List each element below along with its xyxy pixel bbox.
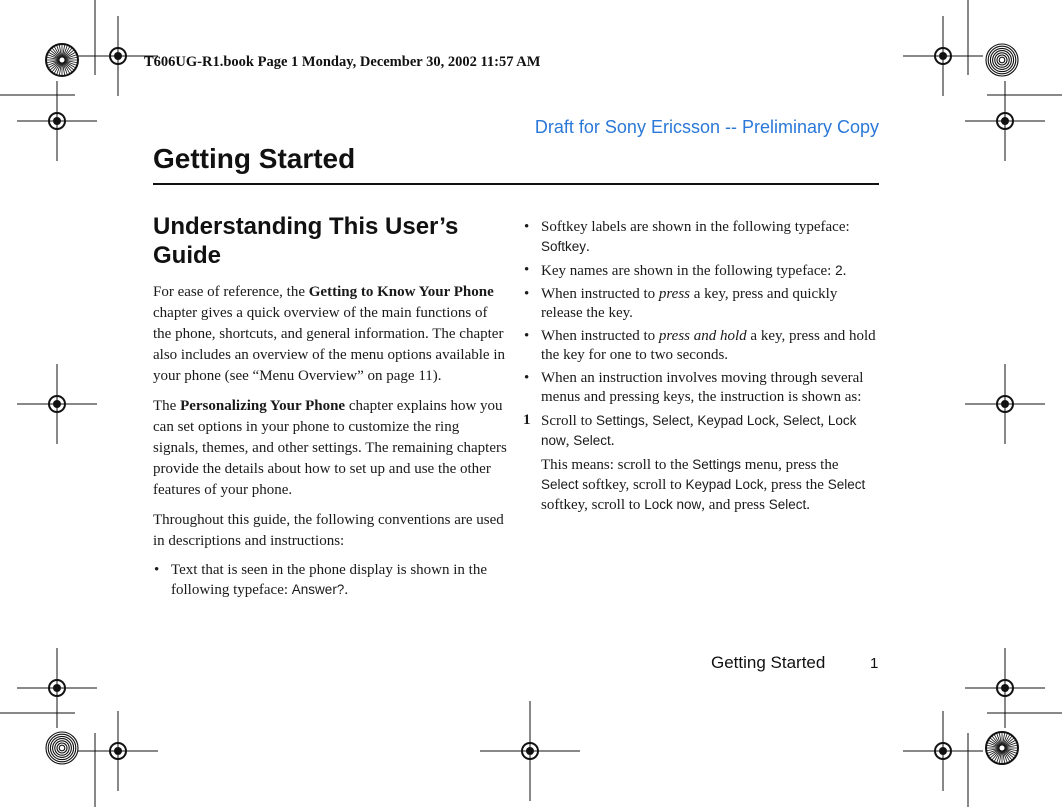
title-rule xyxy=(153,183,879,185)
bullet-press xyxy=(523,285,879,323)
registration-target xyxy=(78,711,158,791)
bullet-dot: • xyxy=(524,328,530,344)
softkey-sample: Select xyxy=(782,413,821,428)
punctuation: . xyxy=(344,582,349,598)
registration-target xyxy=(17,648,97,728)
bullet-text: Softkey labels are shown in the following typeface: xyxy=(541,219,850,235)
punctuation: . xyxy=(842,263,847,279)
softkey-sample: Select xyxy=(652,413,690,428)
print-stamp: T606UG-R1.book Page 1 Monday, December 30, 2002 11:57 AM xyxy=(144,54,541,70)
right-column xyxy=(523,218,879,519)
registration-target xyxy=(903,711,983,791)
bullet-text: When instructed to xyxy=(541,286,659,302)
keyname-sample: 2 xyxy=(835,263,843,278)
left-column xyxy=(153,212,507,604)
chapter-reference: Personalizing Your Phone xyxy=(180,398,346,414)
step-text: Scroll to xyxy=(541,413,596,429)
softkey-sample: Softkey xyxy=(541,239,587,254)
para-text: chapter explains how you can set options in your phone to customize the ring signals, themes, and other settings. The remaining chapters provide the details about how to set up and use the other features of your phone. xyxy=(153,398,507,498)
bullet-dot: • xyxy=(524,286,530,302)
page-number: 1 xyxy=(870,655,879,672)
right-bullet-list xyxy=(523,218,879,407)
step-number: 1 xyxy=(523,412,531,428)
example-step xyxy=(523,411,879,451)
punctuation: , xyxy=(775,413,783,429)
registration-target xyxy=(480,701,580,801)
explain-text: menu, press the xyxy=(741,457,839,473)
section-heading: Understanding This User’s Guide xyxy=(153,213,459,269)
left-bullet-list xyxy=(153,561,507,600)
punctuation: . xyxy=(610,433,615,449)
explain-text: , and press xyxy=(701,497,769,513)
explain-text: , press the xyxy=(763,477,828,493)
bullet-softkey-typeface xyxy=(523,218,879,257)
display-text-sample: Answer? xyxy=(291,582,345,597)
starburst-target xyxy=(986,732,1018,764)
bullet-menus xyxy=(523,369,879,407)
step-explanation xyxy=(523,455,879,515)
bullet-dot: • xyxy=(524,370,530,386)
footer-chapter-title: Getting Started xyxy=(711,653,826,672)
registration-target xyxy=(965,364,1045,444)
punctuation: . xyxy=(806,497,811,513)
starburst-target xyxy=(46,44,78,76)
bullet-text: When instructed to xyxy=(541,328,659,344)
menu-item-sample: Keypad Lock xyxy=(685,477,764,492)
punctuation: , xyxy=(820,413,828,429)
punctuation: , xyxy=(565,433,574,449)
explain-text: softkey, scroll to xyxy=(578,477,686,493)
registration-target xyxy=(965,81,1045,161)
punctuation: , xyxy=(689,413,698,429)
menu-item-sample: Settings xyxy=(692,457,742,472)
bullet-press-and-hold xyxy=(523,327,879,365)
paragraph-getting-to-know xyxy=(153,282,507,387)
registration-target xyxy=(903,16,983,96)
para-text: chapter gives a quick overview of the main functions of the phone, shortcuts, and general information. The chapter also includes an overview of the menu options available in your phone (see “Menu Overview” on page 11). xyxy=(153,305,505,384)
draft-notice: Draft for Sony Ericsson -- Preliminary Copy xyxy=(534,117,879,137)
bullet-text: Text that is seen in the phone display is shown in the following typeface: xyxy=(171,562,487,598)
emphasis: press xyxy=(658,286,691,302)
registration-target xyxy=(17,364,97,444)
softkey-sample: Select xyxy=(768,497,807,512)
explain-text: softkey, scroll to xyxy=(541,497,645,513)
bullet-dot: • xyxy=(524,262,530,278)
bullet-text: a key, press and quickly release the key. xyxy=(541,286,838,321)
softkey-sample: Select xyxy=(827,477,866,492)
para-text: The xyxy=(153,398,181,414)
chapter-reference: Getting to Know Your Phone xyxy=(308,284,494,300)
punctuation: , xyxy=(644,413,653,429)
bullet-keyname-typeface xyxy=(523,261,879,281)
softkey-sample: Select xyxy=(573,433,611,448)
menu-item-sample: Keypad Lock xyxy=(697,413,776,428)
paragraph-personalizing xyxy=(153,396,507,501)
registration-target xyxy=(965,648,1045,728)
chapter-title: Getting Started xyxy=(153,143,356,174)
punctuation: . xyxy=(586,239,590,255)
ring-target xyxy=(986,44,1018,76)
paragraph-conventions: Throughout this guide, the following conventions are used in descriptions and instructions: xyxy=(153,512,504,549)
menu-item-sample: Lock now xyxy=(644,497,702,512)
bullet-display-typeface xyxy=(153,561,507,600)
ring-target xyxy=(46,732,78,764)
menu-item-sample: Lock now xyxy=(541,413,857,448)
bullet-text: Key names are shown in the following typeface: xyxy=(541,263,836,279)
bullet-text: When an instruction involves moving through several menus and pressing keys, the instruction is shown as: xyxy=(541,370,864,405)
bullet-text: a key, press and hold the key for one to two seconds. xyxy=(541,328,876,363)
para-text: For ease of reference, the xyxy=(153,284,309,300)
menu-item-sample: Settings xyxy=(596,413,645,428)
softkey-sample: Select xyxy=(541,477,579,492)
emphasis: press and hold xyxy=(658,328,747,344)
bullet-dot: • xyxy=(154,562,160,578)
bullet-dot: • xyxy=(524,219,530,235)
registration-target xyxy=(17,81,97,161)
explain-text: This means: scroll to the xyxy=(541,457,693,473)
